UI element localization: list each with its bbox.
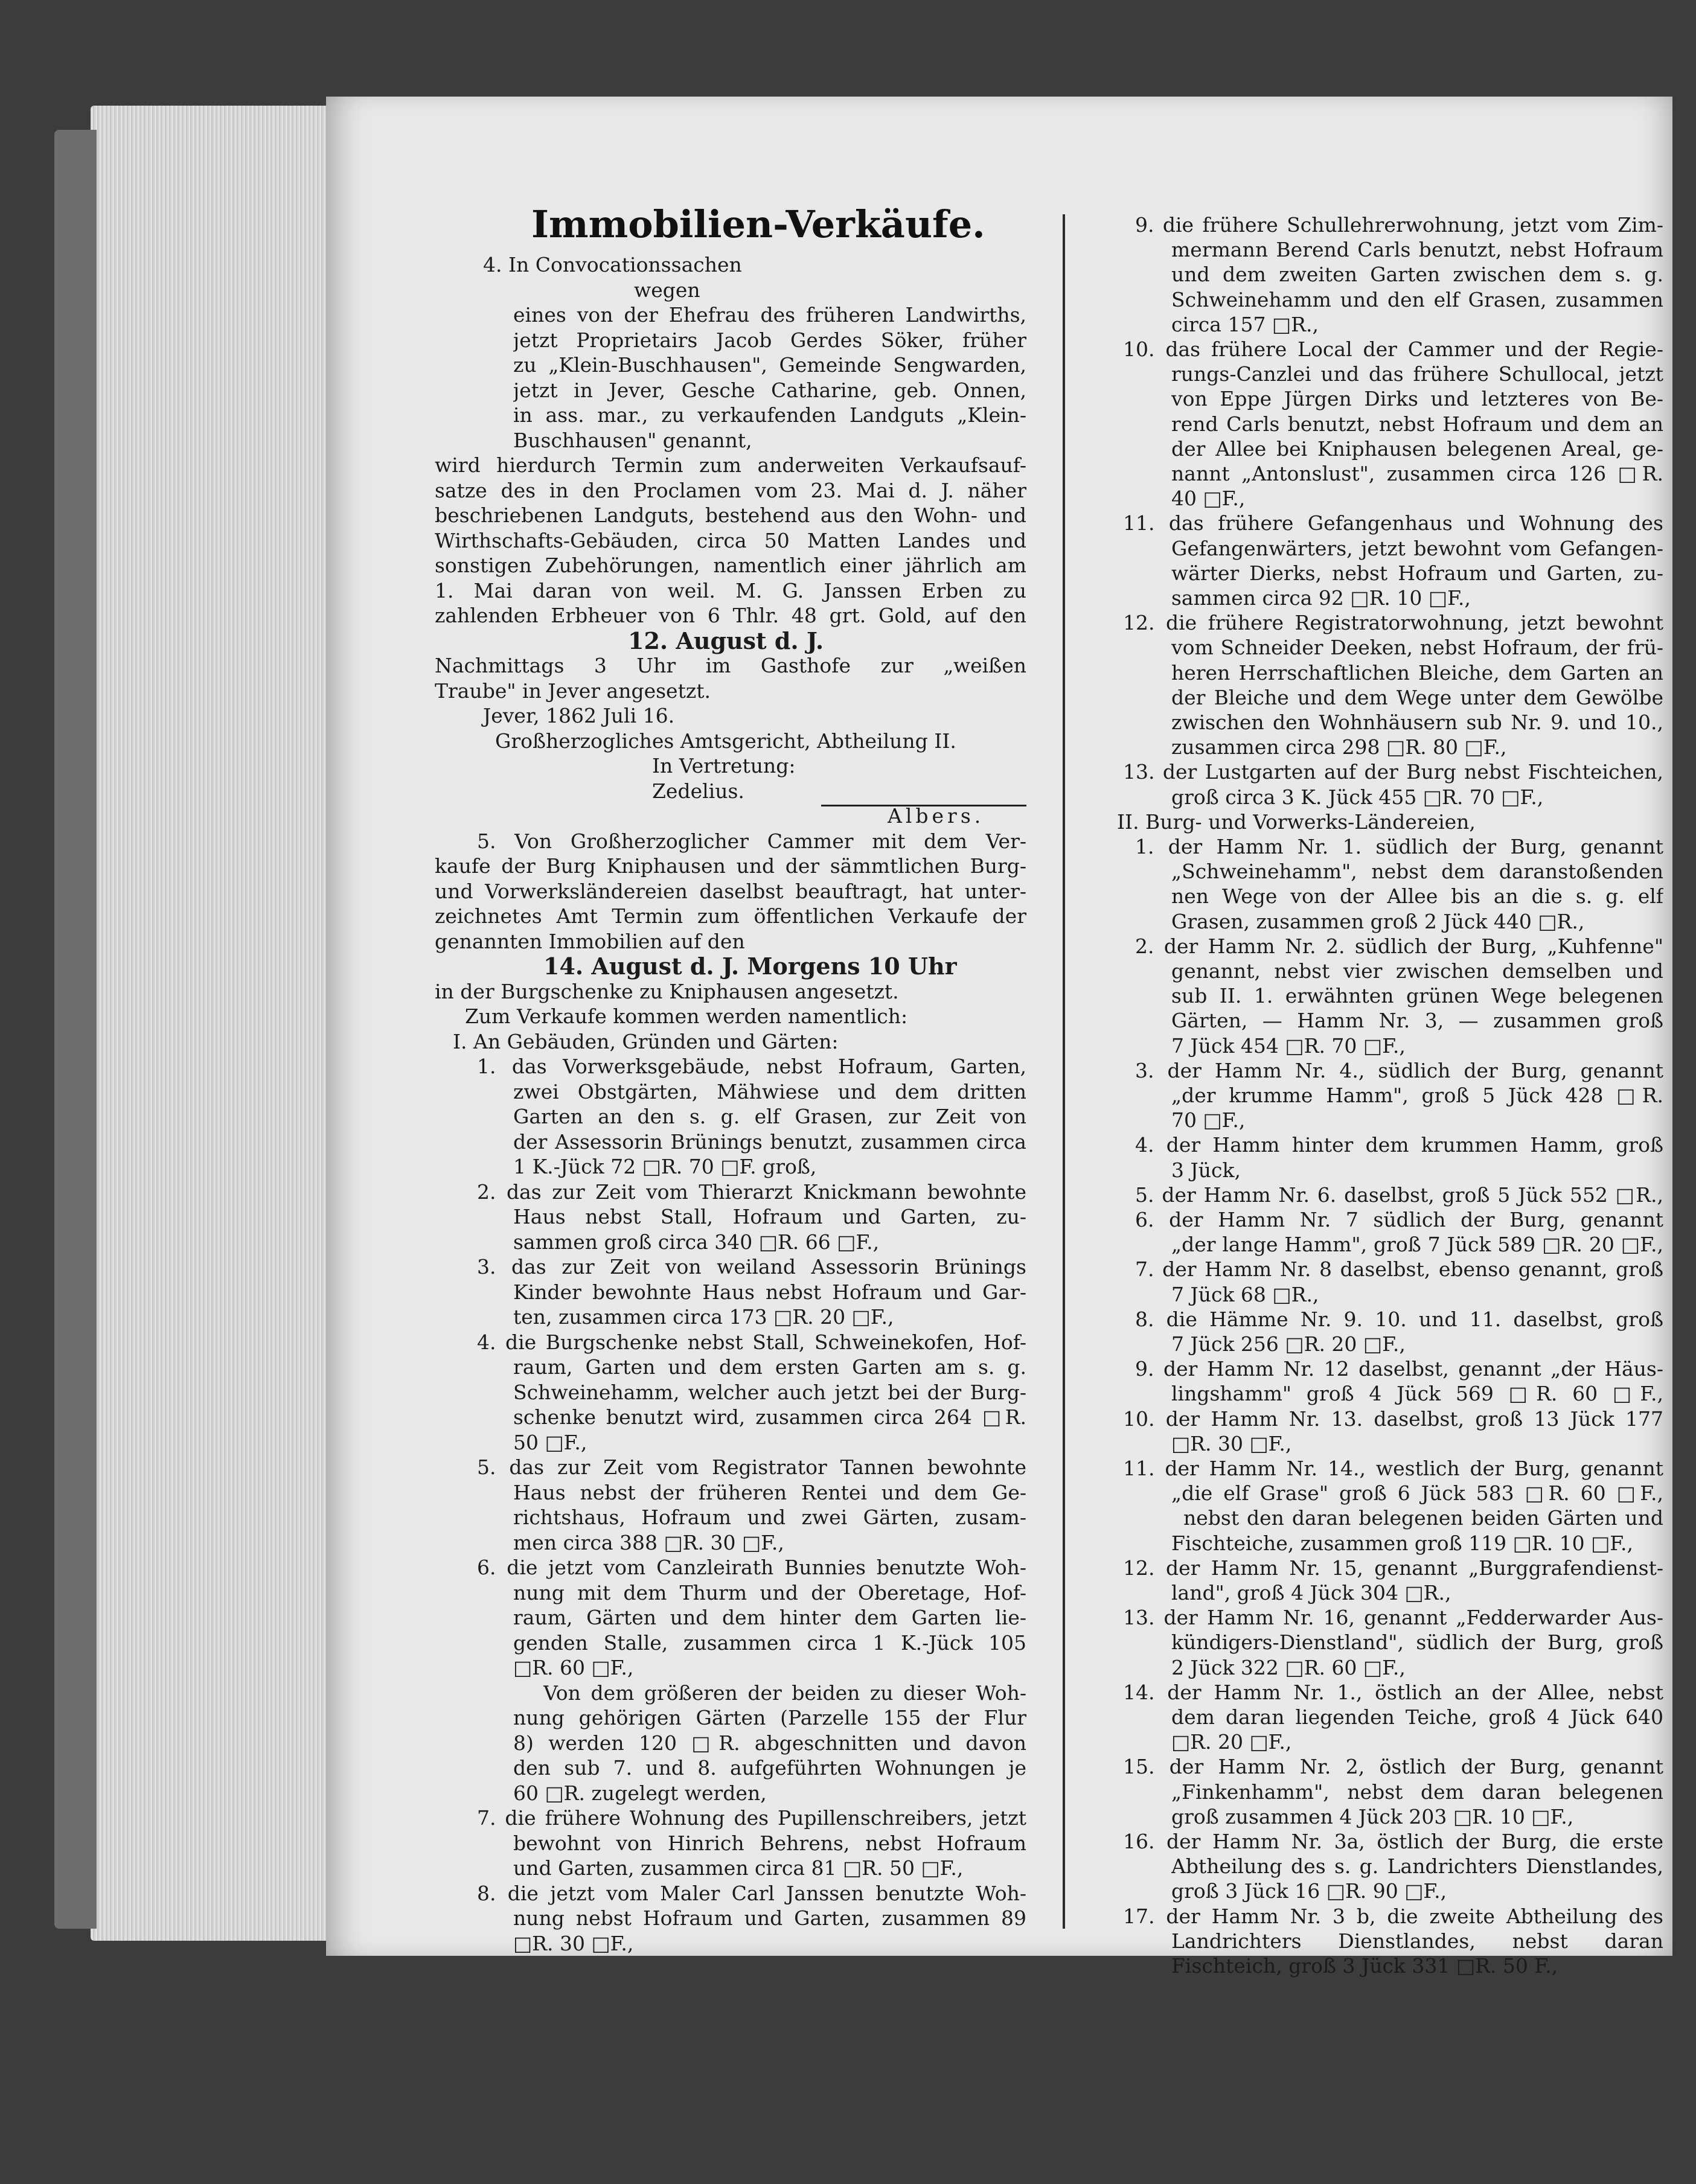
text-line: genannten Immobilien auf den xyxy=(435,929,745,953)
text-line: heren Herrschaftlichen Bleiche, dem Garten an xyxy=(1171,660,1663,685)
text-line: □R. 60 □F., xyxy=(513,1656,634,1679)
text-line: 4. die Burgschenke nebst Stall, Schweinekofen, Hof- xyxy=(477,1330,1026,1354)
text-line: Großherzogliches Amtsgericht, Abtheilung II. xyxy=(495,729,956,753)
text-line: 7. die frühere Wohnung des Pupillenschreibers, jetzt xyxy=(477,1806,1026,1830)
text-line: nung mit dem Thurm und der Oberetage, Hof- xyxy=(513,1580,1026,1604)
book-page-edges xyxy=(91,106,332,1941)
text-line: 40 □F., xyxy=(1171,487,1246,511)
text-line: satze des in den Proclamen vom 23. Mai d. J. näher xyxy=(435,478,1026,502)
text-line: 15. der Hamm Nr. 2, östlich der Burg, genannt xyxy=(1123,1755,1663,1779)
text-line: sammen circa 92 □R. 10 □F., xyxy=(1171,586,1471,610)
text-line: □R. 30 □F., xyxy=(1171,1431,1292,1455)
text-line: Landrichters Dienstlandes, nebst daran xyxy=(1171,1929,1663,1953)
text-line: zwischen den Wohnhäusern sub Nr. 9. und 10., xyxy=(1171,710,1663,734)
text-line: □R. 30 □F., xyxy=(513,1931,634,1955)
text-line: rungs-Canzlei und das frühere Schullocal, jetzt xyxy=(1171,362,1663,386)
text-line: Nachmittags 3 Uhr im Gasthofe zur „weißen xyxy=(435,654,1026,677)
text-line: mermann Berend Carls benutzt, nebst Hofraum xyxy=(1171,238,1663,262)
text-line: Haus nebst Stall, Hofraum und Garten, zu- xyxy=(513,1205,1026,1228)
text-line: 60 □R. zugelegt werden, xyxy=(513,1781,767,1805)
text-line: raum, Gärten und dem hinter dem Garten lie- xyxy=(513,1606,1026,1629)
text-line: „Schweinehamm", nebst dem daranstoßenden xyxy=(1171,860,1663,884)
text-line: 1 K.-Jück 72 □R. 70 □F. groß, xyxy=(513,1155,817,1178)
text-line: Zedelius. xyxy=(652,779,744,803)
text-line: Kinder bewohnte Haus nebst Hofraum und Gar- xyxy=(513,1280,1026,1304)
text-line: raum, Garten und dem ersten Garten am s. g. xyxy=(513,1355,1026,1379)
text-line: groß circa 3 K. Jück 455 □R. 70 □F., xyxy=(1171,785,1544,809)
text-line: dem daran liegenden Teiche, groß 4 Jück 640 xyxy=(1171,1705,1663,1729)
text-line: rend Carls benutzt, nebst Hofraum und dem an xyxy=(1171,412,1663,436)
text-line: 14. August d. J. Morgens 10 Uhr xyxy=(543,953,957,980)
text-line: vom Schneider Deeken, nebst Hofraum, der frü- xyxy=(1171,636,1663,660)
text-line: II. Burg- und Vorwerks-Ländereien, xyxy=(1117,809,1476,834)
text-line: Grasen, zusammen groß 2 Jück 440 □R., xyxy=(1171,909,1585,933)
text-line: 70 □F., xyxy=(1171,1108,1246,1132)
text-line: 8. die jetzt vom Maler Carl Janssen benutzte Woh- xyxy=(477,1881,1026,1905)
text-line: groß 3 Jück 16 □R. 90 □F., xyxy=(1171,1879,1447,1903)
text-line: den sub 7. und 8. aufgeführten Wohnungen je xyxy=(513,1756,1026,1780)
text-line: 1. der Hamm Nr. 1. südlich der Burg, genannt xyxy=(1135,835,1663,858)
text-line: Albers. xyxy=(888,804,985,828)
text-line: 50 □F., xyxy=(513,1430,587,1454)
text-line: Fischteiche, zusammen groß 119 □R. 10 □F., xyxy=(1171,1531,1633,1555)
text-line: und dem zweiten Garten zwischen dem s. g. xyxy=(1171,263,1663,287)
text-line: Zum Verkaufe kommen werden namentlich: xyxy=(465,1004,908,1028)
text-line: bewohnt von Hinrich Behrens, nebst Hofraum xyxy=(513,1831,1026,1855)
text-line: 11. das frühere Gefangenhaus und Wohnung des xyxy=(1123,511,1663,535)
text-line: 7 Jück 256 □R. 20 □F., xyxy=(1171,1332,1406,1356)
text-line: wegen xyxy=(634,278,700,302)
text-line: 5. der Hamm Nr. 6. daselbst, groß 5 Jück 552 □R., xyxy=(1135,1183,1663,1207)
text-line: und Garten, zusammen circa 81 □R. 50 □F., xyxy=(513,1856,964,1880)
text-line: zeichnetes Amt Termin zum öffentlichen Verkaufe der xyxy=(435,904,1026,928)
text-line: 10. das frühere Local der Cammer und der Regie- xyxy=(1123,337,1663,361)
text-line: □R. 20 □F., xyxy=(1171,1730,1292,1754)
text-line: Schweinehamm und den elf Grasen, zusammen xyxy=(1171,287,1663,311)
page-heading: Immobilien-Verkäufe. xyxy=(531,202,985,246)
text-line: in der Burgschenke zu Kniphausen angesetzt. xyxy=(435,979,899,1003)
text-line: ten, zusammen circa 173 □R. 20 □F., xyxy=(513,1305,894,1329)
text-line: 13. der Lustgarten auf der Burg nebst Fischteichen, xyxy=(1123,760,1663,784)
text-line: Jever, 1862 Juli 16. xyxy=(483,704,675,727)
text-line: men circa 388 □R. 30 □F., xyxy=(513,1530,784,1554)
text-line: der Allee bei Kniphausen belegenen Areal, ge- xyxy=(1171,436,1663,461)
text-line: 3. der Hamm Nr. 4., südlich der Burg, genannt xyxy=(1135,1058,1663,1082)
text-line: kündigers-Dienstland", südlich der Burg, groß xyxy=(1171,1630,1663,1655)
text-line: genden Stalle, zusammen circa 1 K.-Jück 105 xyxy=(513,1630,1026,1655)
text-line: jetzt Proprietairs Jacob Gerdes Söker, früher xyxy=(513,328,1026,352)
text-line: 8) werden 120 □R. abgeschnitten und davon xyxy=(513,1731,1026,1755)
text-line: 10. der Hamm Nr. 13. daselbst, groß 13 Jück 177 xyxy=(1123,1407,1663,1431)
text-line: 16. der Hamm Nr. 3a, östlich der Burg, die erste xyxy=(1123,1830,1663,1853)
text-line: nen Wege von der Allee bis an die s. g. elf xyxy=(1171,884,1663,908)
text-line: wärter Dierks, nebst Hofraum und Garten, zu- xyxy=(1171,561,1663,585)
text-line: zu „Klein-Buschhausen", Gemeinde Sengwarden, xyxy=(513,353,1026,377)
text-line: circa 157 □R., xyxy=(1171,312,1319,336)
text-line: zahlenden Erbheuer von 6 Thlr. 48 grt. Gold, auf den xyxy=(435,604,1026,627)
text-line: von Eppe Jürgen Dirks und letzteres von Be- xyxy=(1171,387,1663,411)
text-line: 8. die Hämme Nr. 9. 10. und 11. daselbst, groß xyxy=(1135,1307,1663,1331)
text-line: 4. der Hamm hinter dem krummen Hamm, groß xyxy=(1135,1133,1663,1157)
text-line: nung nebst Hofraum und Garten, zusammen 89 xyxy=(513,1906,1026,1930)
text-line: jetzt in Jever, Gesche Catharine, geb. Onnen, xyxy=(513,378,1026,402)
text-line: 3. das zur Zeit von weiland Assessorin Brünings xyxy=(477,1255,1026,1279)
column-divider xyxy=(1063,214,1065,1929)
text-line: Gärten, — Hamm Nr. 3, — zusammen groß xyxy=(1171,1009,1663,1033)
text-line: 7. der Hamm Nr. 8 daselbst, ebenso genannt, groß xyxy=(1135,1257,1663,1282)
text-line: 7 Jück 454 □R. 70 □F., xyxy=(1171,1033,1406,1058)
text-line: sammen groß circa 340 □R. 66 □F., xyxy=(513,1230,880,1254)
text-line: Fischteich, groß 3 Jück 331 □R. 50 F., xyxy=(1171,1954,1558,1978)
text-line: der Assessorin Brünings benutzt, zusammen circa xyxy=(513,1129,1026,1154)
text-line: und Vorwerksländereien daselbst beauftragt, hat unter- xyxy=(435,879,1026,903)
text-line: „die elf Grase" groß 6 Jück 583 □R. 60 □F., xyxy=(1171,1481,1663,1505)
text-line: 2. das zur Zeit vom Thierarzt Knickmann bewohnte xyxy=(477,1180,1026,1204)
text-line: Traube" in Jever angesetzt. xyxy=(435,679,711,703)
text-line: 9. die frühere Schullehrerwohnung, jetzt vom Zim- xyxy=(1135,213,1663,237)
text-line: sonstigen Zubehörungen, namentlich einer jährlich am xyxy=(435,554,1026,577)
text-line: 12. August d. J. xyxy=(628,627,824,654)
text-line: beschriebenen Landguts, bestehend aus den Wohn- und xyxy=(435,503,1026,527)
text-line: land", groß 4 Jück 304 □R., xyxy=(1171,1581,1451,1604)
text-line: 7 Jück 68 □R., xyxy=(1171,1282,1319,1306)
text-line: Abtheilung des s. g. Landrichters Dienstlandes, xyxy=(1171,1854,1663,1879)
text-line: 4. In Convocationssachen xyxy=(483,253,742,276)
text-line: 12. die frühere Registratorwohnung, jetzt bewohnt xyxy=(1123,611,1663,635)
text-line: groß zusammen 4 Jück 203 □R. 10 □F., xyxy=(1171,1804,1574,1828)
text-line: schenke benutzt wird, zusammen circa 264 □R. xyxy=(513,1405,1026,1429)
text-line: „Finkenhamm", nebst dem daran belegenen xyxy=(1171,1780,1663,1804)
text-line: 5. das zur Zeit vom Registrator Tannen bewohnte xyxy=(477,1455,1026,1479)
text-line: 2. der Hamm Nr. 2. südlich der Burg, „Kuhfenne" xyxy=(1135,934,1663,958)
text-line: 17. der Hamm Nr. 3 b, die zweite Abtheilung des xyxy=(1123,1904,1663,1928)
text-line: genannt, nebst vier zwischen demselben und xyxy=(1171,959,1663,983)
text-line: lingshamm" groß 4 Jück 569 □R. 60 □F., xyxy=(1171,1382,1663,1406)
text-line: nebst den daran belegenen beiden Gärten und xyxy=(1183,1506,1663,1530)
text-line: zusammen circa 298 □R. 80 □F., xyxy=(1171,735,1507,759)
text-line: In Vertretung: xyxy=(652,754,796,777)
text-line: kaufe der Burg Kniphausen und der sämmtlichen Burg- xyxy=(435,854,1026,878)
text-line: „der lange Hamm", groß 7 Jück 589 □R. 20 □F., xyxy=(1171,1233,1663,1257)
text-line: zwei Obstgärten, Mähwiese und dem dritten xyxy=(513,1079,1026,1103)
text-line: 6. der Hamm Nr. 7 südlich der Burg, genannt xyxy=(1135,1208,1663,1231)
text-line: der Bleiche und dem Wege unter dem Gewölbe xyxy=(1171,685,1663,709)
text-line: Von dem größeren der beiden zu dieser Woh- xyxy=(543,1681,1026,1705)
text-line: 1. Mai daran von weil. M. G. Janssen Erben zu xyxy=(435,578,1026,602)
text-line: 1. das Vorwerksgebäude, nebst Hofraum, Garten, xyxy=(477,1055,1026,1078)
text-line: 11. der Hamm Nr. 14., westlich der Burg, genannt xyxy=(1123,1457,1663,1480)
text-line: nung gehörigen Gärten (Parzelle 155 der Flur xyxy=(513,1706,1026,1729)
text-line: 2 Jück 322 □R. 60 □F., xyxy=(1171,1655,1406,1679)
text-line: nannt „Antonslust", zusammen circa 126 □R. xyxy=(1171,462,1663,485)
text-line: I. An Gebäuden, Gründen und Gärten: xyxy=(453,1029,839,1053)
text-line: Wirthschafts-Gebäuden, circa 50 Matten Landes und xyxy=(435,528,1026,552)
text-line: Schweinehamm, welcher auch jetzt bei der Burg- xyxy=(513,1380,1026,1404)
text-line: Buschhausen" genannt, xyxy=(513,428,752,452)
text-line: 3 Jück, xyxy=(1171,1158,1241,1182)
text-line: wird hierdurch Termin zum anderweiten Verkaufsauf- xyxy=(435,453,1026,477)
text-line: Garten an den s. g. elf Grasen, zur Zeit von xyxy=(513,1105,1026,1128)
text-line: richtshaus, Hofraum und zwei Gärten, zusam- xyxy=(513,1505,1026,1529)
text-line: 9. der Hamm Nr. 12 daselbst, genannt „der Häus- xyxy=(1135,1357,1663,1381)
text-line: eines von der Ehefrau des früheren Landwirths, xyxy=(513,303,1026,327)
text-line: 12. der Hamm Nr. 15, genannt „Burggrafendienst- xyxy=(1123,1556,1663,1580)
text-line: in ass. mar., zu verkaufenden Landguts „Klein- xyxy=(513,403,1026,427)
text-line: 6. die jetzt vom Canzleirath Bunnies benutzte Woh- xyxy=(477,1556,1026,1579)
text-line: 13. der Hamm Nr. 16, genannt „Fedderwarder Aus- xyxy=(1123,1606,1663,1630)
text-line: 14. der Hamm Nr. 1., östlich an der Allee, nebst xyxy=(1123,1680,1663,1704)
text-line: sub II. 1. erwähnten grünen Wege belegenen xyxy=(1171,984,1663,1008)
text-line: Haus nebst der früheren Rentei und dem Ge- xyxy=(513,1480,1026,1504)
text-line: 5. Von Großherzoglicher Cammer mit dem Ver- xyxy=(477,829,1026,853)
text-line: Gefangenwärters, jetzt bewohnt vom Gefangen- xyxy=(1171,536,1663,560)
text-line: „der krumme Hamm", groß 5 Jück 428 □R. xyxy=(1171,1084,1663,1107)
